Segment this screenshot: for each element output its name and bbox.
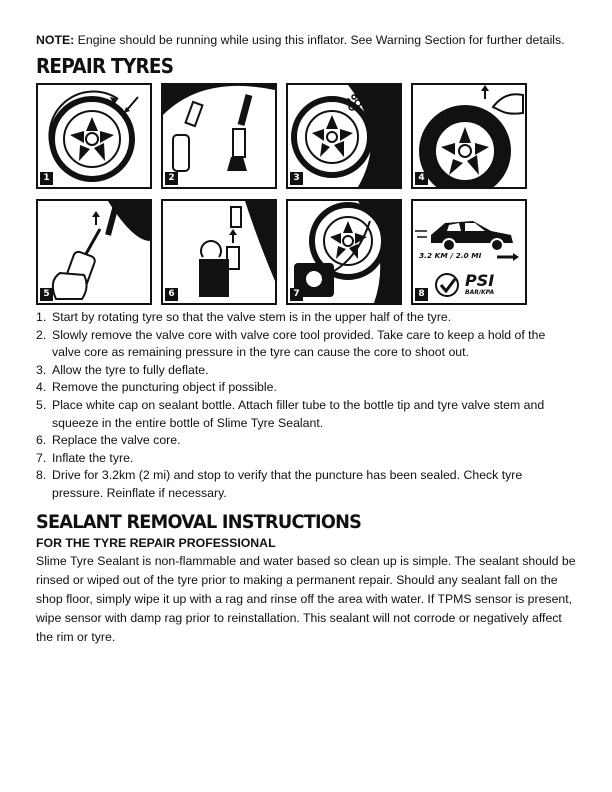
panel-3-number: 3 — [290, 172, 303, 185]
repair-title: REPAIR TYRES — [36, 54, 174, 78]
step-8 — [36, 467, 576, 502]
step-4 — [36, 379, 576, 397]
note-text: Engine should be running while using this inflator. See Warning Section for further details. — [74, 33, 565, 47]
sealant-title: SEALANT REMOVAL INSTRUCTIONS — [36, 510, 362, 533]
panel-6 — [161, 199, 277, 305]
sealant-subtitle: FOR THE TYRE REPAIR PROFESSIONAL — [36, 535, 276, 550]
step-number: 5. — [36, 397, 47, 412]
remove-valve-core-illustration — [163, 85, 275, 187]
step-number: 8. — [36, 468, 47, 483]
step-text: Slowly remove the valve core with valve core tool provided. Take care to keep a hold of the valve core as remaining pressure in the tyre can cause the core to shoot out. — [52, 327, 546, 360]
panel-7-number: 7 — [290, 288, 303, 301]
step-number: 3. — [36, 362, 47, 377]
panel-7 — [286, 199, 402, 305]
panel-5 — [36, 199, 152, 305]
step-text: Allow the tyre to fully deflate. — [52, 362, 209, 377]
panel-8-distance: 3.2 KM / 2.0 MI — [419, 251, 482, 260]
panel-8-psi: PSI — [465, 271, 495, 290]
illustration-grid — [36, 83, 528, 305]
panel-8-number: 8 — [415, 288, 428, 301]
panel-6-number: 6 — [165, 288, 178, 301]
sealant-body: Slime Tyre Sealant is non-flammable and water based so clean up is simple. The sealant should be rinsed or wiped out of the tyre prior to making a permanent repair. Should any sealant fall on the shop floor, simply wipe it up with a rag and rinse off the area with water. If TPMS sensor is present, wipe sensor with damp rag prior to reinstallation. This sealant will not corrode or negatively affect the rim or tyre. — [36, 553, 576, 644]
replace-valve-core-illustration — [163, 201, 275, 303]
repair-steps — [36, 309, 576, 503]
remove-object-illustration — [413, 85, 525, 187]
note-paragraph — [36, 32, 576, 49]
step-2 — [36, 327, 576, 362]
step-text: Remove the puncturing object if possible. — [52, 380, 277, 395]
page — [36, 32, 576, 647]
step-number: 1. — [36, 310, 47, 324]
step-text: Place white cap on sealant bottle. Attach filler tube to the bottle tip and tyre valve stem and squeeze in the entire bottle of Slime Tyre Sealant. — [52, 397, 545, 430]
deflate-tyre-illustration — [288, 85, 400, 187]
panel-3 — [286, 83, 402, 189]
panel-1 — [36, 83, 152, 189]
step-text: Replace the valve core. — [52, 433, 181, 448]
panel-4 — [411, 83, 527, 189]
step-number: 6. — [36, 433, 47, 448]
step-text: Drive for 3.2km (2 mi) and stop to verify that the puncture has been sealed. Check tyre pressure. Reinflate if necessary. — [52, 468, 523, 500]
inflate-tyre-illustration — [288, 201, 400, 303]
step-5 — [36, 397, 576, 432]
step-7 — [36, 450, 576, 468]
step-3 — [36, 362, 576, 380]
rotate-tyre-illustration — [38, 85, 150, 187]
step-number: 7. — [36, 450, 47, 465]
step-6 — [36, 432, 576, 450]
step-text: Start by rotating tyre so that the valve stem is in the upper half of the tyre. — [52, 310, 452, 324]
note-label: NOTE: — [36, 33, 75, 47]
step-number: 2. — [36, 327, 47, 342]
step-1 — [36, 309, 576, 327]
step-text: Inflate the tyre. — [52, 450, 134, 465]
inject-sealant-illustration — [38, 201, 150, 303]
panel-8 — [411, 199, 527, 305]
step-number: 4. — [36, 380, 47, 395]
panel-4-number: 4 — [415, 172, 428, 185]
panel-1-number: 1 — [40, 172, 53, 185]
panel-2-number: 2 — [165, 172, 178, 185]
panel-8-units: BAR/KPA — [465, 289, 495, 296]
panel-5-number: 5 — [40, 288, 53, 301]
panel-2 — [161, 83, 277, 189]
